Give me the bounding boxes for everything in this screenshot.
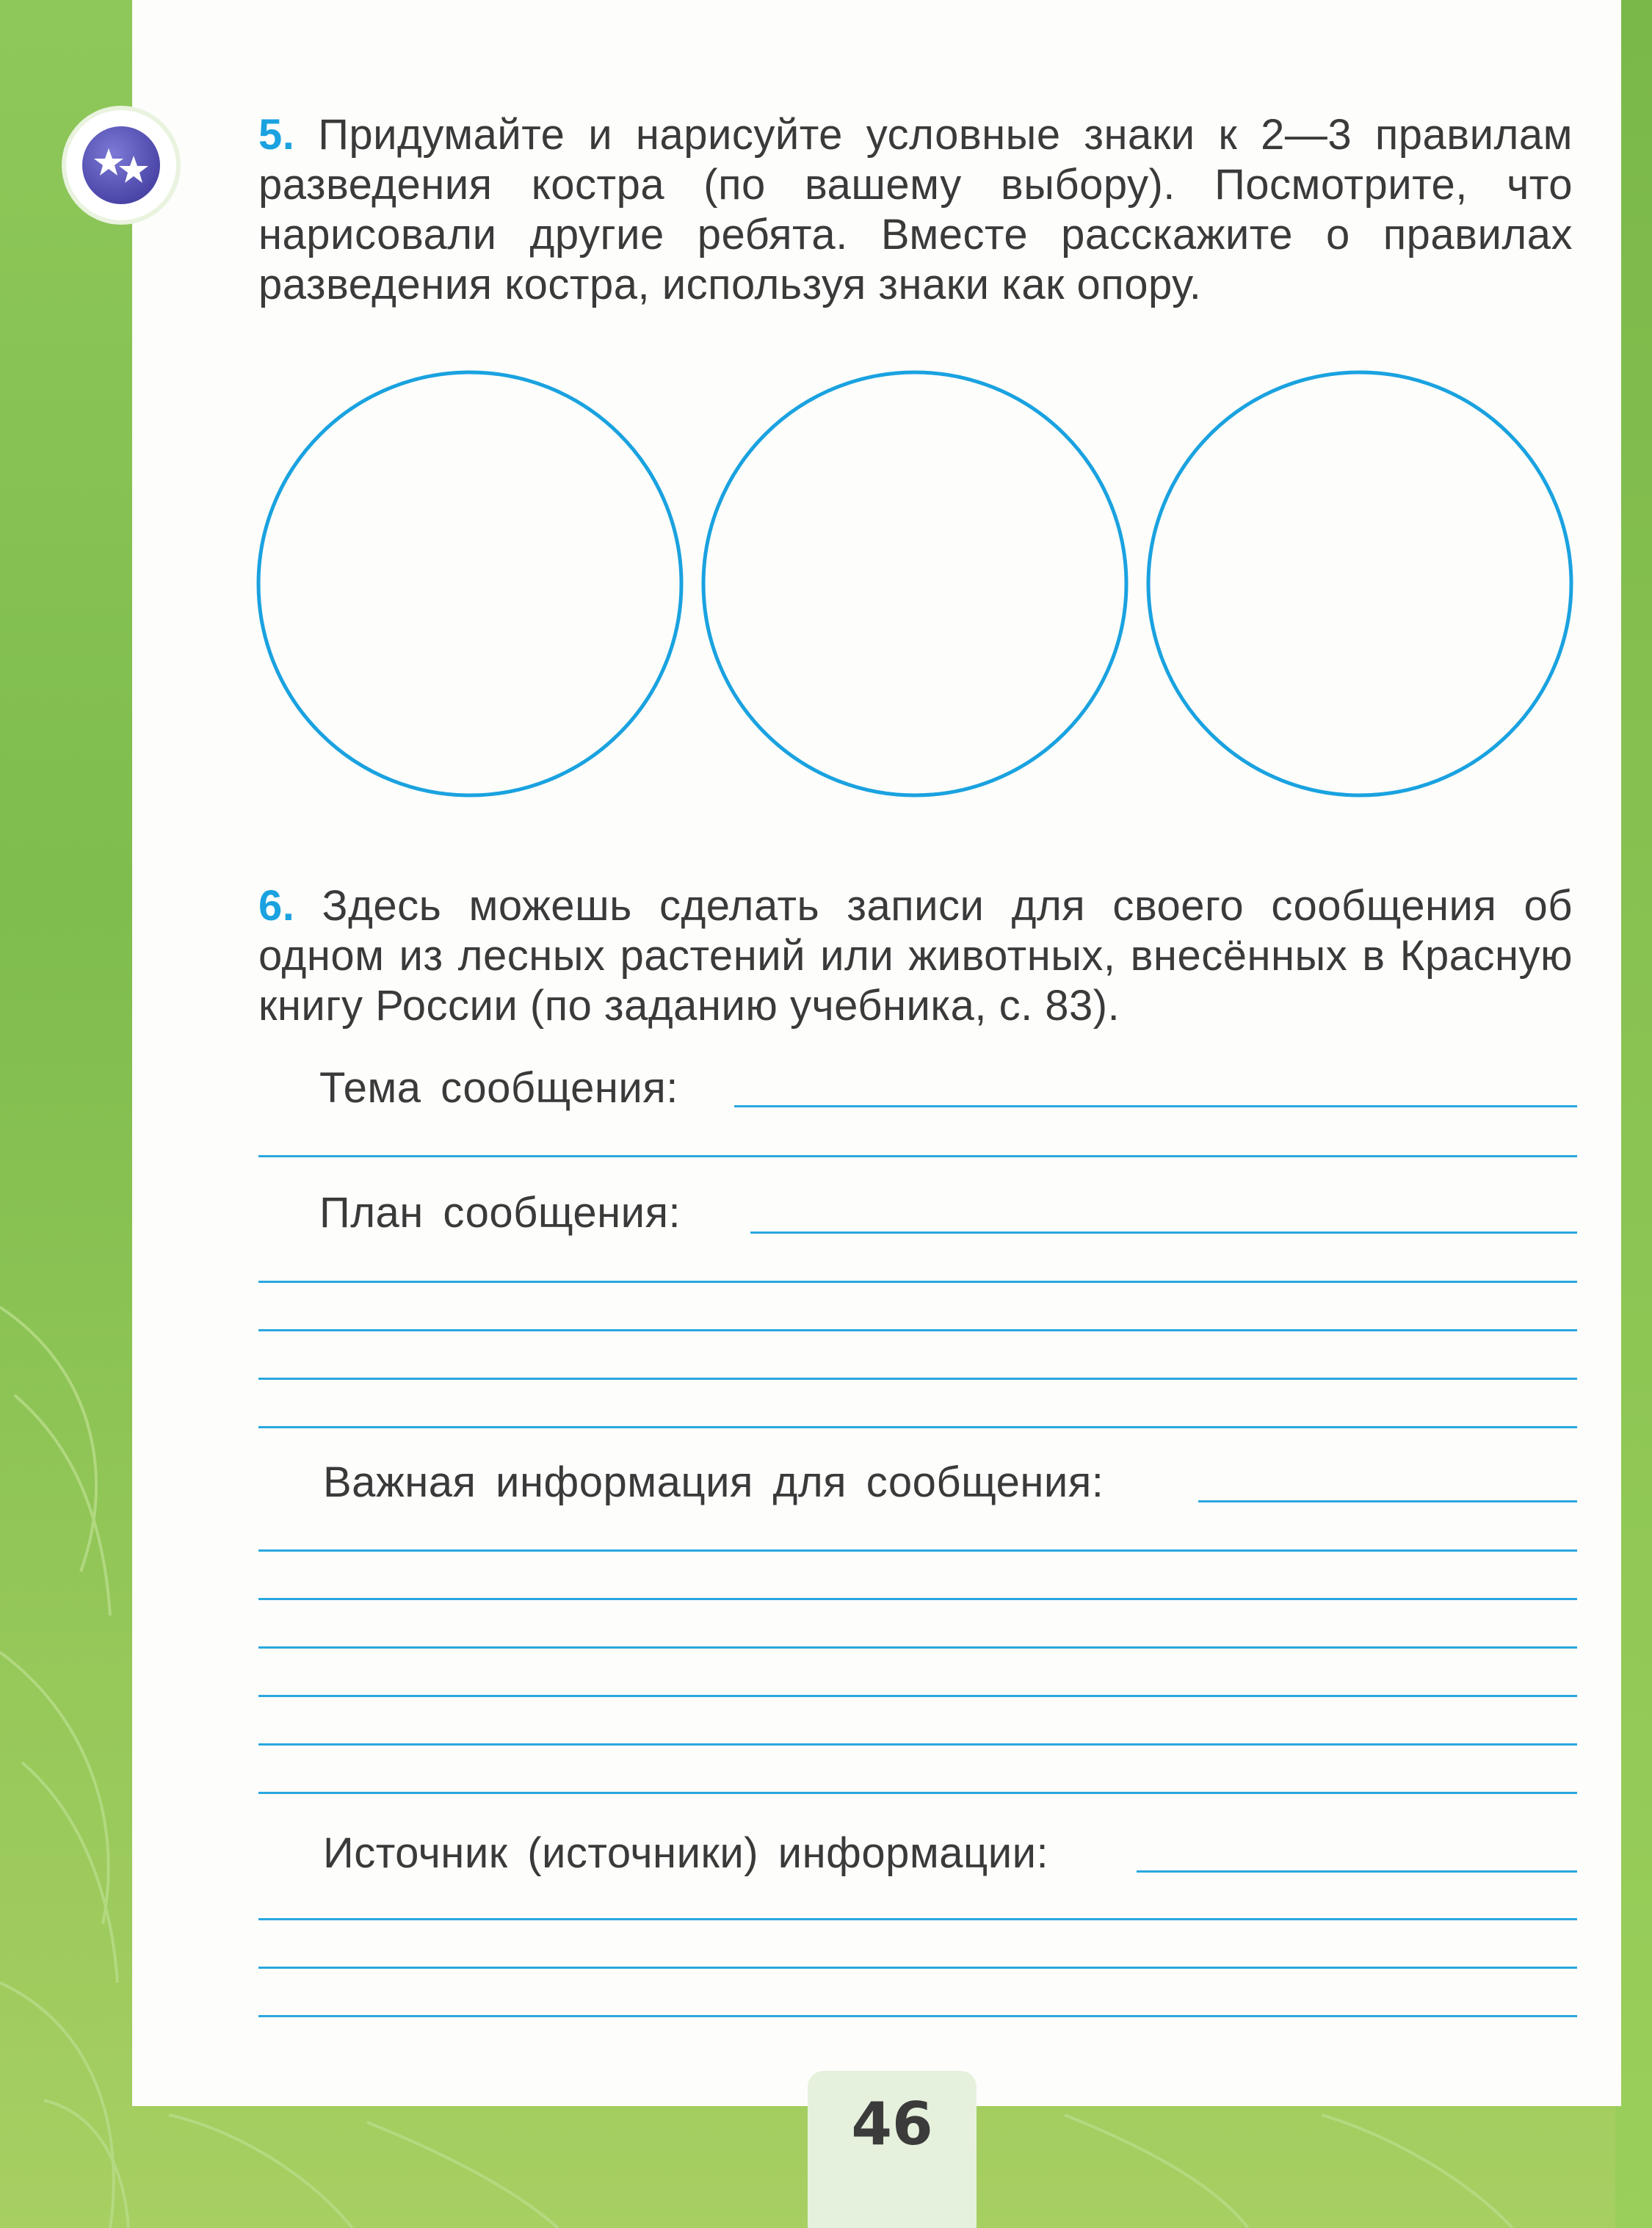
plan-line-1[interactable]	[258, 1281, 1577, 1283]
page-number: 46	[851, 2090, 933, 2158]
drawing-circle-2[interactable]	[703, 372, 1126, 795]
drawing-circle-1[interactable]	[258, 372, 681, 795]
info-line-inline[interactable]	[1198, 1500, 1577, 1502]
task-5-instruction: Придумайте и нарисуйте условные знаки к 2—3 правилам разведения костра (по вашему выбору). Посмотрите, что нарисовали другие ребята. Вместе расскажите о правилах разведения костра, используя знаки как опору.	[258, 111, 1573, 308]
plan-line-inline[interactable]	[750, 1231, 1577, 1234]
task-badge	[66, 110, 176, 220]
two-stars-icon	[82, 126, 160, 204]
topic-line-1[interactable]	[258, 1155, 1577, 1157]
plan-line-2[interactable]	[258, 1329, 1577, 1331]
info-line-1[interactable]	[258, 1549, 1577, 1552]
task-5-text	[258, 110, 1573, 310]
source-line-2[interactable]	[258, 1967, 1577, 1969]
source-label: Источник (источники) информации:	[323, 1829, 1049, 1877]
info-line-4[interactable]	[258, 1695, 1577, 1697]
info-line-3[interactable]	[258, 1646, 1577, 1649]
drawing-circle-3[interactable]	[1148, 372, 1571, 795]
topic-label: Тема сообщения:	[319, 1064, 678, 1112]
task-6-text	[258, 881, 1573, 1031]
plan-label: План сообщения:	[319, 1189, 681, 1237]
task-6-instruction: Здесь можешь сделать записи для своего сообщения об одном из лесных растений или животных, внесённых в Красную книгу России (по заданию учебника, с. 83).	[258, 882, 1573, 1030]
plan-line-4[interactable]	[258, 1426, 1577, 1428]
source-line-1[interactable]	[258, 1918, 1577, 1920]
info-label: Важная информация для сообщения:	[323, 1458, 1104, 1506]
task-6-number: 6.	[258, 882, 295, 930]
workbook-page	[132, 0, 1621, 2106]
info-line-5[interactable]	[258, 1743, 1577, 1746]
plan-line-3[interactable]	[258, 1378, 1577, 1380]
info-line-6[interactable]	[258, 1792, 1577, 1794]
page-number-tab	[808, 2071, 977, 2228]
source-line-3[interactable]	[258, 2015, 1577, 2017]
topic-line-inline[interactable]	[734, 1105, 1577, 1107]
task-5-number: 5.	[258, 111, 295, 159]
source-line-inline[interactable]	[1137, 1870, 1577, 1873]
drawing-circles	[250, 360, 1586, 815]
info-line-2[interactable]	[258, 1598, 1577, 1600]
